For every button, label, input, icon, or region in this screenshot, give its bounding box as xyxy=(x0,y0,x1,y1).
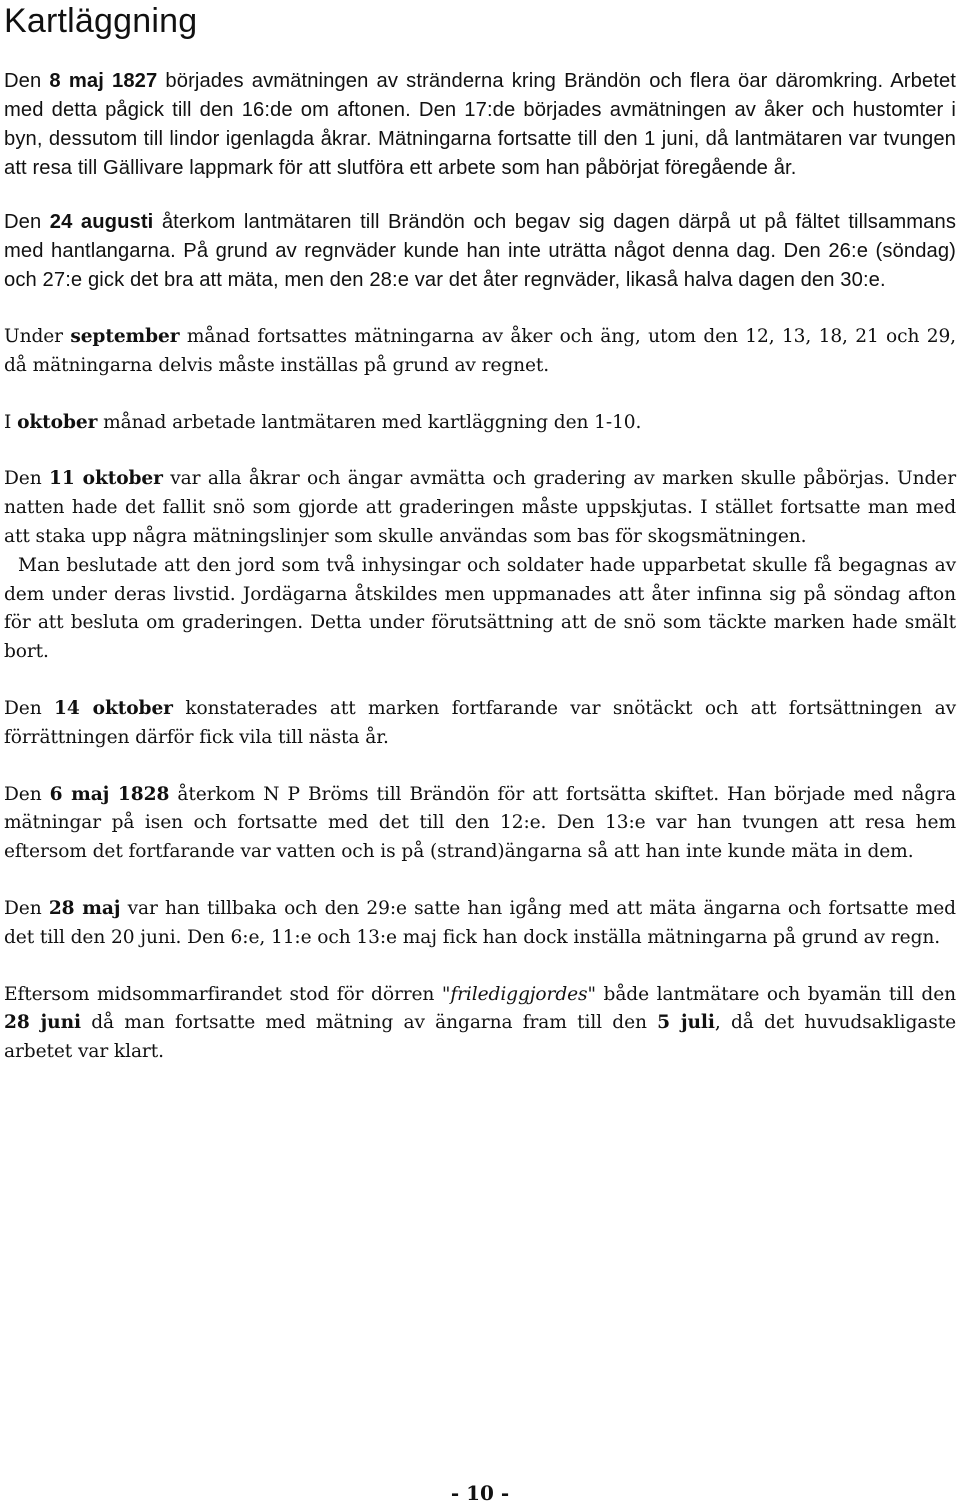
text-run: börjades avmätningen av stränderna kring Brändön och flera öar däromkring. Arbetet med detta pågick till den 16:de om aftonen. Den 17:de börjades avmätningen av åker och hustomter i byn, dessutom till lindor igenlagda åkrar. Mätningarna fortsatte till den 1 juni, då lantmätaren var tvungen att resa till Gällivare lappmark för att slutföra ett arbete som han påbörjat föregående år. xyxy=(4,70,956,179)
date-emphasis: 11 oktober xyxy=(49,468,163,490)
paragraph xyxy=(4,781,956,867)
paragraph xyxy=(4,465,956,551)
paragraph xyxy=(4,695,956,753)
paragraph xyxy=(4,552,956,667)
paragraph xyxy=(4,67,956,183)
page-title: Kartläggning xyxy=(4,2,198,40)
text-run: återkom lantmätaren till Brändön och begav sig dagen därpå ut på fältet tillsammans med hantlangarna. På grund av regnväder kunde han inte uträtta något denna dag. Den 26:e (söndag) och 27:e gick det bra att mäta, men den 28:e var det åter regnväder, likaså halva dagen den 30:e. xyxy=(4,211,957,291)
paragraph xyxy=(4,323,956,381)
text-run: Under xyxy=(4,326,71,347)
text-run: månad fortsattes mätningarna av åker och äng, utom den 12, 13, 18, 21 och 29, då mätningarna delvis måste inställas på grund av regnet. xyxy=(4,326,956,376)
text-run: månad arbetade lantmätaren med kartläggning den 1-10. xyxy=(97,411,642,433)
text-run: Man beslutade att den jord som två inhysingar och soldater hade upparbetat skulle få begagnas av dem under deras livstid. Jordägarna åtskildes men uppmanades att åter infinna sig på söndag afton för att besluta om graderingen. Detta under förutsättning att de snö som täckte marken hade smält bort. xyxy=(4,554,956,663)
date-emphasis: 14 oktober xyxy=(54,697,173,719)
text-run: konstaterades att marken fortfarande var snötäckt och att fortsättningen av förrättningen därför fick vila till nästa år. xyxy=(4,697,956,748)
text-run: Den xyxy=(4,211,50,233)
text-run: var han tillbaka och den 29:e satte han igång med att mäta ängarna och fortsatte med det till den 20 juni. Den 6:e, 11:e och 13:e maj fick han dock inställa mätningarna på grund av regn. xyxy=(4,897,956,948)
date-emphasis: 8 maj 1827 xyxy=(49,70,158,92)
date-emphasis: 24 augusti xyxy=(49,211,154,233)
date-emphasis: 28 juni xyxy=(4,1012,81,1034)
paragraph xyxy=(4,208,956,295)
text-run: " både lantmätare och byamän till den xyxy=(587,983,956,1005)
text-run: Den xyxy=(4,783,50,805)
date-emphasis: 5 juli xyxy=(657,1012,715,1034)
text-run: då man fortsatte med mätning av ängarna fram till den xyxy=(80,1012,658,1034)
date-emphasis: 28 maj xyxy=(48,897,121,919)
document-page xyxy=(4,0,956,1067)
date-emphasis: oktober xyxy=(17,411,98,433)
text-run: återkom N P Bröms till Brändön för att fortsätta skiftet. Han började med några mätningar på isen och fortsatte med det till den 12:e. Den 13:e var han tvungen att resa hem eftersom det fortfarande var vatten och is på (strand)ängarna så att han inte kunde mäta in dem. xyxy=(4,783,956,863)
date-emphasis: 6 maj 1828 xyxy=(49,783,170,805)
text-run: Den xyxy=(4,70,50,92)
date-emphasis: september xyxy=(70,326,180,347)
paragraph xyxy=(4,981,956,1067)
italic-term: frilediggjordes xyxy=(450,983,588,1005)
text-run: var alla åkrar och ängar avmätta och gradering av marken skulle påbörjas. Under natten hade det fallit snö som gjorde att graderingen måste uppskjutas. I stället fortsatte man med att staka upp några mätningslinjer som skulle användas som bas för skogsmätningen. xyxy=(4,468,956,547)
text-run: , då det huvudsakligaste arbetet var klart. xyxy=(4,1012,956,1063)
text-run: Den xyxy=(4,897,49,919)
text-run: I xyxy=(4,411,18,433)
paragraph xyxy=(4,895,956,953)
text-run: Den xyxy=(4,468,49,490)
text-run: Den xyxy=(4,697,55,719)
text-run: Eftersom midsommarfirandet stod för dörren " xyxy=(4,983,451,1005)
page-number: - 10 - xyxy=(450,1481,510,1505)
paragraph xyxy=(4,409,956,438)
